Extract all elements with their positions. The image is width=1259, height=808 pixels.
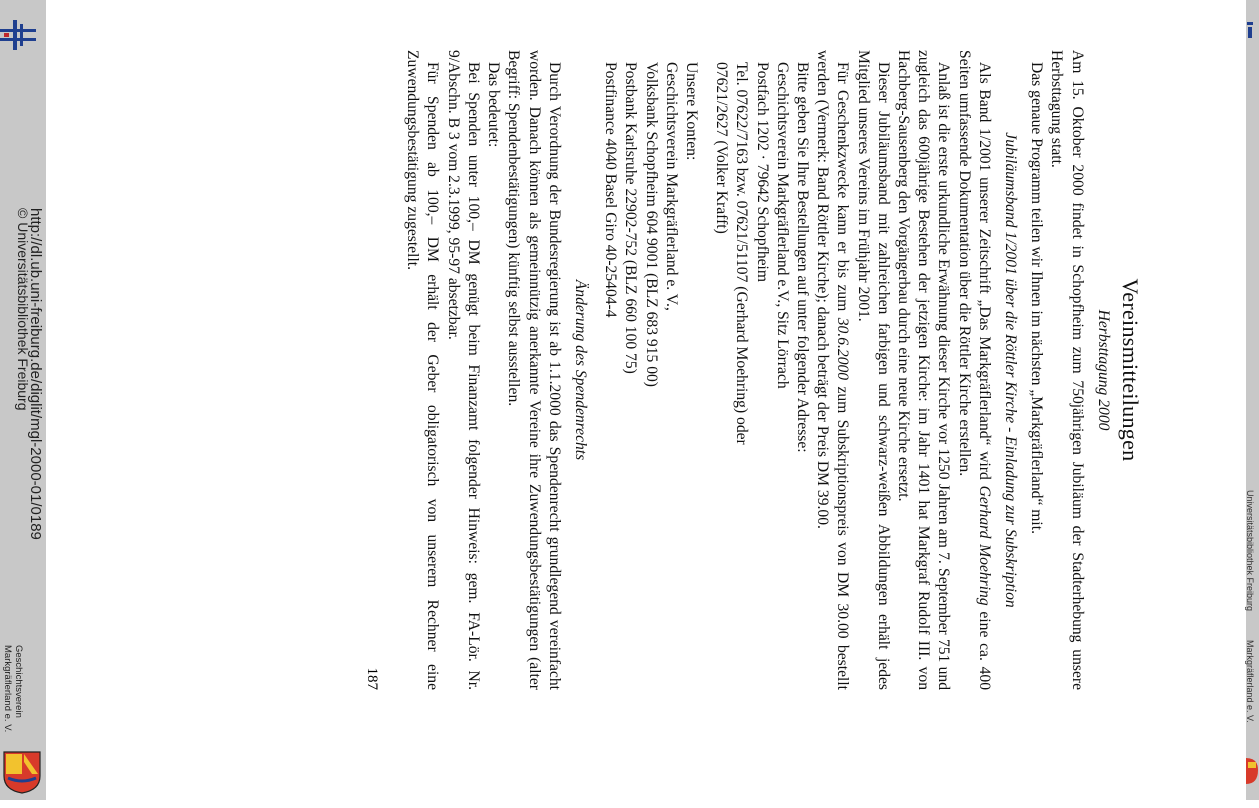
ub-freiburg-logo-icon bbox=[0, 20, 36, 50]
address-line: 07621/2627 (Volker Krafft) bbox=[713, 62, 731, 234]
paragraph-bedeutet: Das bedeutet: bbox=[485, 62, 503, 148]
account-line: Postfinance 4040 Basel Giro 40-25404-4 bbox=[602, 62, 620, 318]
rotated-page bbox=[240, 50, 1143, 690]
section-heading-spendenrecht: Änderung des Spendenrechts bbox=[571, 279, 589, 461]
paragraph-geschenkzwecke bbox=[812, 50, 852, 690]
paragraph-band-text-a: Als Band 1/2001 unserer Zeitschrift „Das Markgräflerland“ wird bbox=[975, 62, 993, 480]
paragraph-jubilaeumsband-mitglieder: Dieser Jubiläumsband mit zahlreichen farbigen und schwarz-weißen Abbildungen erhält jedes Mitglied unseres Vereins im Frühjahr 2001. bbox=[854, 50, 892, 690]
right-edge-logo-icon bbox=[1247, 22, 1253, 38]
account-line: Volksbank Schopfheim 604 9001 (BLZ 683 915 00) bbox=[642, 62, 660, 387]
page-number: 187 bbox=[364, 667, 380, 690]
paragraph-anlass: Anlaß ist die erste urkundliche Erwähnung dieser Kirche vor 1250 Jahren am 7. September 751 und zugleich das 600jährige Bestehen der jetzigen Kirche: im Jahr 1401 hat Markgraf Rudolf III. von Hachberg-Sausenberg den Vorgängerbau durch eine neue Kirche ersetzt. bbox=[894, 50, 953, 690]
author-name: Gerhard Moehring bbox=[975, 485, 993, 606]
paragraph-spenden-ab-100: Für Spenden ab 100,– DM erhält der Geber obligatorisch von unserem Rechner eine Zuwendungsbestätigung zugestellt. bbox=[404, 50, 442, 690]
address-line: Postfach 1202 · 79642 Schopfheim bbox=[753, 62, 771, 283]
address-line: Tel. 07622/7163 bzw. 07621/51107 (Gerhard Moehring) oder bbox=[733, 62, 751, 445]
paragraph-verordnung: Durch Verordnung der Bundesregierung ist ab 1.1.2000 das Spendenrecht grundlegend vereinfacht worden. Danach können als gemeinnützig anerkannte Vereine ihre Zuwendungsbestätigungen (alter Begriff: Spendenbestätigungen) künftig selbst ausstellen. bbox=[505, 50, 563, 690]
paragraph-band bbox=[953, 50, 993, 690]
paragraph-geschenk-text-b: zum Subskriptionspreis von DM 30.00 bestellt werden (Vermerk: Band Röttler Kirche); danach beträgt der Preis DM 39.00. bbox=[814, 50, 852, 690]
footer-copyright: © Universitätsbibliothek Freiburg bbox=[15, 208, 31, 411]
right-edge-crest-icon bbox=[1246, 754, 1258, 788]
paragraph-programm: Das genaue Programm teilen wir Ihnen im nächsten „Markgräflerland“ mit. bbox=[1028, 62, 1046, 534]
address-block bbox=[711, 50, 812, 690]
accounts-block bbox=[600, 50, 701, 690]
subscription-date: 30.6.2000 bbox=[834, 317, 852, 381]
paragraph-bestellungen: Bitte geben Sie Ihre Bestellungen auf unter folgender Adresse: bbox=[793, 62, 811, 453]
address-line: Geschichtsverein Markgräflerland e.V., Sitz Lörrach bbox=[773, 62, 791, 389]
right-edge-society: Markgräflerland e. V. bbox=[1245, 640, 1255, 723]
right-edge-copyright bbox=[1245, 490, 1255, 550]
document-page bbox=[402, 50, 1143, 690]
paragraph-herbsttagung: Am 15. Oktober 2000 findet in Schopfheim zum 750jährigen Jubiläum der Stadterhebung unsere Herbsttagung statt. bbox=[1048, 50, 1086, 690]
society-line-1: Geschichtsverein bbox=[13, 645, 24, 718]
accounts-heading: Unsere Konten: bbox=[682, 62, 700, 161]
society-line-2: Markgräflerland e. V. bbox=[2, 645, 13, 733]
account-line: Postbank Karlsruhe 22902-752 (BLZ 660 100 75) bbox=[622, 62, 640, 374]
section-heading-jubilaeumsband: Jubiläumsband 1/2001 über die Röttler Kirche - Einladung zur Subskription bbox=[1001, 132, 1019, 608]
footer-url[interactable]: http://dl.ub.uni-freiburg.de/diglit/mgl-2000-01/0189 bbox=[27, 208, 44, 540]
paragraph-band-text-b: eine ca. 400 Seiten umfassende Dokumentation über die Röttler Kirche erstellen. bbox=[955, 50, 993, 690]
paragraph-geschenk-text-a: Für Geschenkzwecke kann er bis zum bbox=[834, 62, 852, 312]
footer-society-name bbox=[2, 645, 24, 765]
paragraph-spenden-unter-100: Bei Spenden unter 100,– DM genügt beim Finanzamt folgender Hinweis: gem. FA-Lör. Nr. 9/Abschn. B 3 vom 2.3.1999, 95-97 absetzbar. bbox=[444, 50, 482, 690]
section-subtitle: Herbsttagung 2000 bbox=[1094, 309, 1112, 431]
page-title: Vereinsmitteilungen bbox=[1118, 278, 1143, 462]
account-line: Geschichtsverein Markgräflerland e. V., bbox=[662, 62, 680, 311]
